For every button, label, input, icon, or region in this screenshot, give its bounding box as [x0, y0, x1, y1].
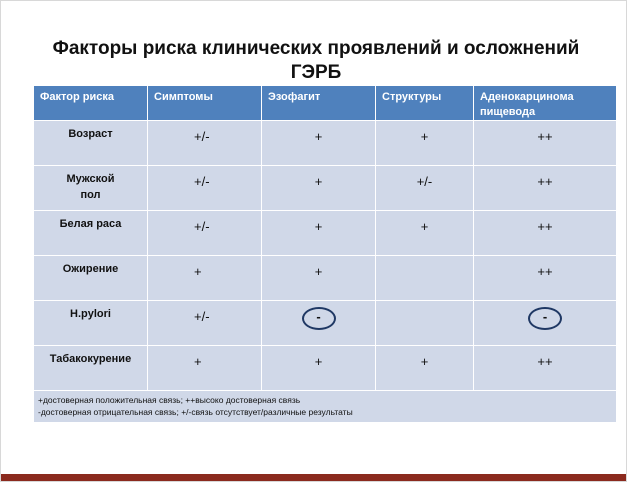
value-cell: + [262, 256, 376, 301]
value-cell [474, 301, 617, 346]
table-row [34, 256, 617, 301]
value-cell: ++ [474, 121, 617, 166]
value-cell: +/- [148, 166, 262, 211]
value-cell [376, 256, 474, 301]
risk-factor-table [33, 85, 617, 423]
factor-cell: Белая раса [34, 211, 148, 256]
value-cell: + [262, 346, 376, 391]
value-cell [376, 301, 474, 346]
table-row [34, 211, 617, 256]
slide-title [31, 37, 601, 85]
circled-value: - [528, 307, 562, 330]
header-cell: Симптомы [148, 86, 262, 121]
table-row [34, 301, 617, 346]
note-line-2: -достоверная отрицательная связь; +/-связь отсутствует/различные результаты [38, 407, 353, 417]
value-cell: ++ [474, 211, 617, 256]
value-cell: +/- [148, 301, 262, 346]
value-cell: +/- [148, 121, 262, 166]
table-row [34, 166, 617, 211]
factor-cell [34, 166, 148, 211]
factor-label: Мужской пол [66, 173, 115, 201]
value-cell: + [376, 346, 474, 391]
factor-cell: Возраст [34, 121, 148, 166]
note-line-1: +достоверная положительная связь; ++высоко достоверная связь [38, 395, 301, 405]
value-cell: + [262, 211, 376, 256]
header-cell: Аденокарцинома пищевода [474, 86, 617, 121]
value-cell [262, 301, 376, 346]
title-line-1: Факторы риска клинических проявлений и осложнений [52, 38, 580, 59]
header-cell: Структуры [376, 86, 474, 121]
circled-value: - [302, 307, 336, 330]
value-cell: +/- [376, 166, 474, 211]
table-row [34, 346, 617, 391]
factor-cell: H.pylori [34, 301, 148, 346]
value-cell: + [376, 211, 474, 256]
factor-cell: Ожирение [34, 256, 148, 301]
value-cell: +/- [148, 211, 262, 256]
table-row [34, 121, 617, 166]
value-cell: + [376, 121, 474, 166]
bottom-stripe [1, 474, 626, 481]
value-cell: ++ [474, 256, 617, 301]
value-cell: + [148, 256, 262, 301]
value-cell: + [262, 121, 376, 166]
value-cell: + [148, 346, 262, 391]
header-cell: Эзофагит [262, 86, 376, 121]
title-line-2: ГЭРБ [290, 62, 342, 83]
notes-cell [34, 391, 617, 423]
value-cell: ++ [474, 166, 617, 211]
value-cell: ++ [474, 346, 617, 391]
factor-cell: Табакокурение [34, 346, 148, 391]
header-cell: Фактор риска [34, 86, 148, 121]
header-row [34, 86, 617, 121]
value-cell: + [262, 166, 376, 211]
notes-row [34, 391, 617, 423]
